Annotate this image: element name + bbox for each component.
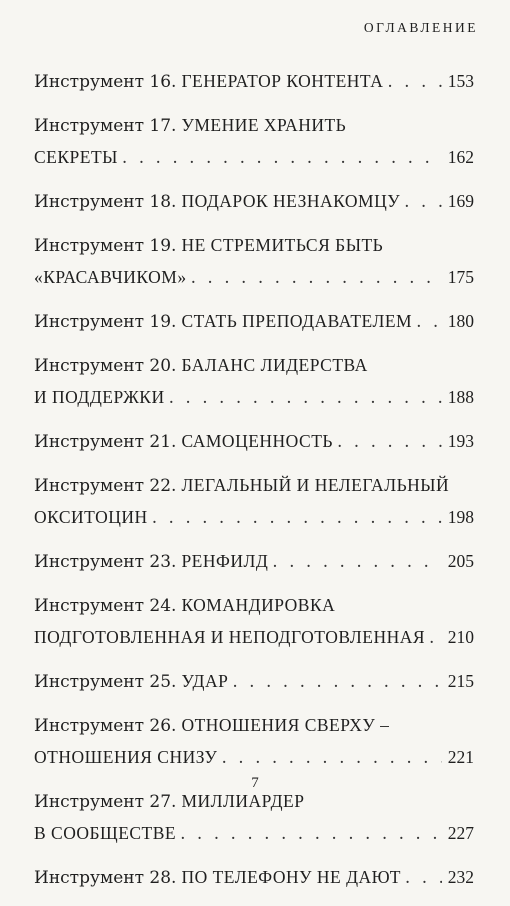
toc-entry-title: НЕ СТРЕМИТЬСЯ БЫТЬ [181, 235, 384, 255]
toc-entry-page: 205 [447, 551, 474, 571]
toc-entry[interactable] [34, 230, 474, 294]
toc-entry-page: 153 [447, 71, 474, 91]
toc-entry-title-continued: В СООБЩЕСТВЕ [34, 823, 177, 843]
toc-entry-number: Инструмент 22. [34, 476, 177, 496]
toc-entry-page: 193 [447, 431, 474, 451]
toc-entry-title: ПО ТЕЛЕФОНУ НЕ ДАЮТ [181, 867, 401, 887]
toc-entry-line [34, 230, 474, 262]
toc-entry-page: 169 [447, 191, 474, 211]
toc-entry-title-continued: ОТНОШЕНИЯ СНИЗУ [34, 747, 218, 767]
toc-entry-line [34, 470, 474, 502]
toc-entry-title: ОТНОШЕНИЯ СВЕРХУ – [181, 715, 390, 735]
toc-entry-line [34, 622, 474, 654]
toc-entry-number: Инструмент 26. [34, 716, 177, 736]
toc-entry-title: РЕНФИЛД [181, 551, 269, 571]
toc-entry-number: Инструмент 19. [34, 312, 177, 332]
dot-leader [387, 67, 442, 98]
toc-entry-page: 188 [447, 387, 474, 407]
toc-entry[interactable] [34, 306, 474, 338]
toc-entry-page: 180 [447, 311, 474, 331]
dot-leader [337, 427, 442, 458]
toc-entry[interactable] [34, 666, 474, 698]
toc-entry-page: 215 [447, 671, 474, 691]
toc-entry-number: Инструмент 28. [34, 868, 177, 888]
toc-entry-title-continued: ОКСИТОЦИН [34, 507, 148, 527]
toc-entry-number: Инструмент 16. [34, 72, 177, 92]
toc-entry-line [34, 382, 474, 414]
toc-entry-page: 175 [447, 267, 474, 287]
toc-entry-number: Инструмент 17. [34, 116, 177, 136]
toc-entry-title: БАЛАНС ЛИДЕРСТВА [181, 355, 368, 375]
dot-leader [221, 743, 442, 774]
toc-entry-number: Инструмент 23. [34, 552, 177, 572]
toc-entry[interactable] [34, 186, 474, 218]
toc-entry[interactable] [34, 590, 474, 654]
toc-entry-title-continued: СЕКРЕТЫ [34, 147, 118, 167]
toc-entry-page: 227 [447, 823, 474, 843]
toc-entry-number: Инструмент 20. [34, 356, 177, 376]
dot-leader [169, 383, 442, 414]
toc-entry-line [34, 666, 474, 698]
toc-entry[interactable] [34, 470, 474, 534]
toc-entry-line [34, 502, 474, 534]
toc-entry-number: Инструмент 19. [34, 236, 177, 256]
toc-entry-title-continued: ПОДГОТОВЛЕННАЯ И НЕПОДГОТОВЛЕННАЯ [34, 627, 426, 647]
toc-entry[interactable] [34, 350, 474, 414]
toc-entry-line [34, 818, 474, 850]
toc-entry-page: 198 [447, 507, 474, 527]
toc-entry[interactable] [34, 786, 474, 850]
dot-leader [429, 623, 442, 654]
toc-entry[interactable] [34, 66, 474, 98]
dot-leader [122, 143, 442, 174]
toc-entry-page: 221 [447, 747, 474, 767]
toc-entry[interactable] [34, 546, 474, 578]
dot-leader [416, 307, 442, 338]
toc-entry-line [34, 186, 474, 218]
toc-entry-title-continued: И ПОДДЕРЖКИ [34, 387, 165, 407]
dot-leader [272, 547, 442, 578]
toc-entry-number: Инструмент 25. [34, 672, 177, 692]
toc-entry-line [34, 110, 474, 142]
toc-entry-line [34, 742, 474, 774]
toc-entry[interactable] [34, 110, 474, 174]
toc-entry-title: УМЕНИЕ ХРАНИТЬ [181, 115, 347, 135]
toc-entry-page: 232 [447, 867, 474, 887]
dot-leader [152, 503, 442, 534]
toc-entry-line [34, 590, 474, 622]
toc-entry-page: 162 [447, 147, 474, 167]
toc-entry-line [34, 142, 474, 174]
toc-entry-number: Инструмент 18. [34, 192, 177, 212]
toc-entry-title: САМОЦЕННОСТЬ [181, 431, 333, 451]
toc-entry-number: Инструмент 27. [34, 792, 177, 812]
toc-entry-title-continued: «КРАСАВЧИКОМ» [34, 267, 187, 287]
toc-entry-line [34, 546, 474, 578]
running-header: ОГЛАВЛЕНИЕ [363, 20, 478, 35]
toc-entry-line [34, 262, 474, 294]
toc-entry-line [34, 710, 474, 742]
toc-entry-title: КОМАНДИРОВКА [181, 595, 336, 615]
dot-leader [405, 863, 442, 894]
toc-entry-line [34, 862, 474, 894]
toc-entry-title: ЛЕГАЛЬНЫЙ И НЕЛЕГАЛЬНЫЙ [181, 475, 450, 495]
dot-leader [180, 819, 442, 850]
toc-entry-line [34, 350, 474, 382]
toc-entry-line [34, 66, 474, 98]
toc-entry-number: Инструмент 21. [34, 432, 177, 452]
dot-leader [232, 667, 442, 698]
toc-entry-line [34, 306, 474, 338]
toc-entry-line [34, 426, 474, 458]
dot-leader [191, 263, 442, 294]
dot-leader [404, 187, 442, 218]
toc-entry-title: ГЕНЕРАТОР КОНТЕНТА [181, 71, 384, 91]
toc-entry-title: СТАТЬ ПРЕПОДАВАТЕЛЕМ [181, 311, 413, 331]
toc-entry-title: МИЛЛИАРДЕР [181, 791, 305, 811]
page-number: 7 [251, 775, 259, 791]
toc-entry[interactable] [34, 426, 474, 458]
toc-entry-title: УДАР [181, 671, 229, 691]
toc-entry[interactable] [34, 710, 474, 774]
toc-entry-page: 210 [447, 627, 474, 647]
toc-entry-number: Инструмент 24. [34, 596, 177, 616]
toc-entry[interactable] [34, 862, 474, 894]
toc-entry-title: ПОДАРОК НЕЗНАКОМЦУ [181, 191, 401, 211]
